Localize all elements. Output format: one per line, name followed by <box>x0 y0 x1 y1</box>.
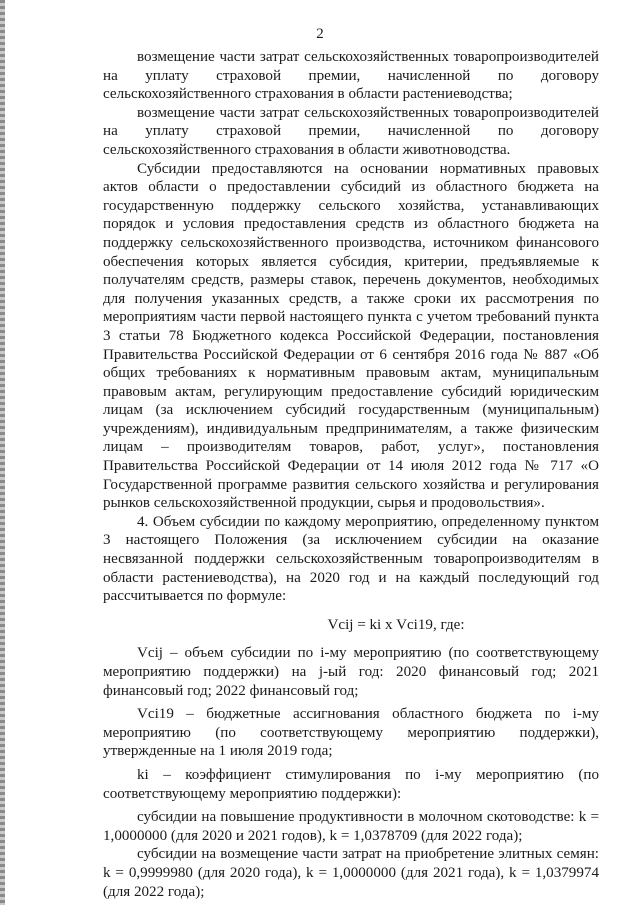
paragraph-crop-insurance: возмещение части затрат сельскохозяйственных товаропроизводителей на уплату страховой премии, начисленной по договору сельскохозяйственного страхования в области растениеводства; <box>103 49 599 103</box>
paragraph-subsidy-volume: 4. Объем субсидии по каждому мероприятию, определенному пунктом 3 настоящего Положения (за исключением субсидии на оказание несвязанной поддержки сельскохозяйственным товаропроизводителям в области растениеводства), на 2020 год и на каждый последующий год рассчитывается по формуле: <box>103 513 599 605</box>
definition-vcij: Vcij – объем субсидии по i-му мероприятию (по соответствующему мероприятию поддержки) на j-ый год: 2020 финансовый год; 2021 финансовый год; 2022 финансовый год; <box>103 645 599 699</box>
coefficient-dairy: субсидии на повышение продуктивности в молочном скотоводстве: k = 1,0000000 (для 2020 и 2021 годов), k = 1,0378709 (для 2022 года); <box>103 809 599 844</box>
definition-vci19: Vci19 – бюджетные ассигнования областного бюджета по i-му мероприятию (по соответствующему мероприятию поддержки), утвержденные на 1 июля 2019 года; <box>103 706 599 760</box>
document-body <box>103 48 599 901</box>
formula: Vcij = ki x Vci19, где: <box>327 616 465 633</box>
coefficient-seeds: субсидии на возмещение части затрат на приобретение элитных семян: k = 0,9999980 (для 2020 года), k = 1,0000000 (для 2021 года), k = 1,0379974 (для 2022 года); <box>103 846 599 900</box>
paragraph-subsidy-basis: Субсидии предоставляются на основании нормативных правовых актов области о предоставлении субсидий из областного бюджета на государственную поддержку сельского хозяйства, устанавливающих порядок и условия предоставления средств из областного бюджета на поддержку сельскохозяйственного производства, источником финансового обеспечения которых является субсидия, критерии, предъявляемые к получателям средств, размеры ставок, перечень документов, необходимых для получения указанных средств, а также сроки их рассмотрения по мероприятиям части первой настоящего пункта с учетом требований пункта 3 статьи 78 Бюджетного кодекса Российской Федерации, постановления Правительства Российской Федерации от 6 сентября 2016 года № 887 «Об общих требованиях к нормативным правовым актам, муниципальным правовым актам, регулирующим предоставление субсидий юридическим лицам (за исключением субсидий государственным (муниципальным) учреждениям), индивидуальным предпринимателям, а также физическим лицам – производителям товаров, работ, услуг», постановления Правительства Российской Федерации от 14 июля 2012 года № 717 «О Государственной программе развития сельского хозяйства и регулирования рынков сельскохозяйственной продукции, сырья и продовольствия». <box>103 160 599 512</box>
paragraph-livestock-insurance: возмещение части затрат сельскохозяйственных товаропроизводителей на уплату страховой премии, начисленной по договору сельскохозяйственного страхования в области животноводства. <box>103 104 599 158</box>
scan-edge <box>0 0 5 905</box>
definition-ki: ki – коэффициент стимулирования по i-му мероприятию (по соответствующему мероприятию поддержки): <box>103 766 599 802</box>
page-number: 2 <box>316 26 324 42</box>
